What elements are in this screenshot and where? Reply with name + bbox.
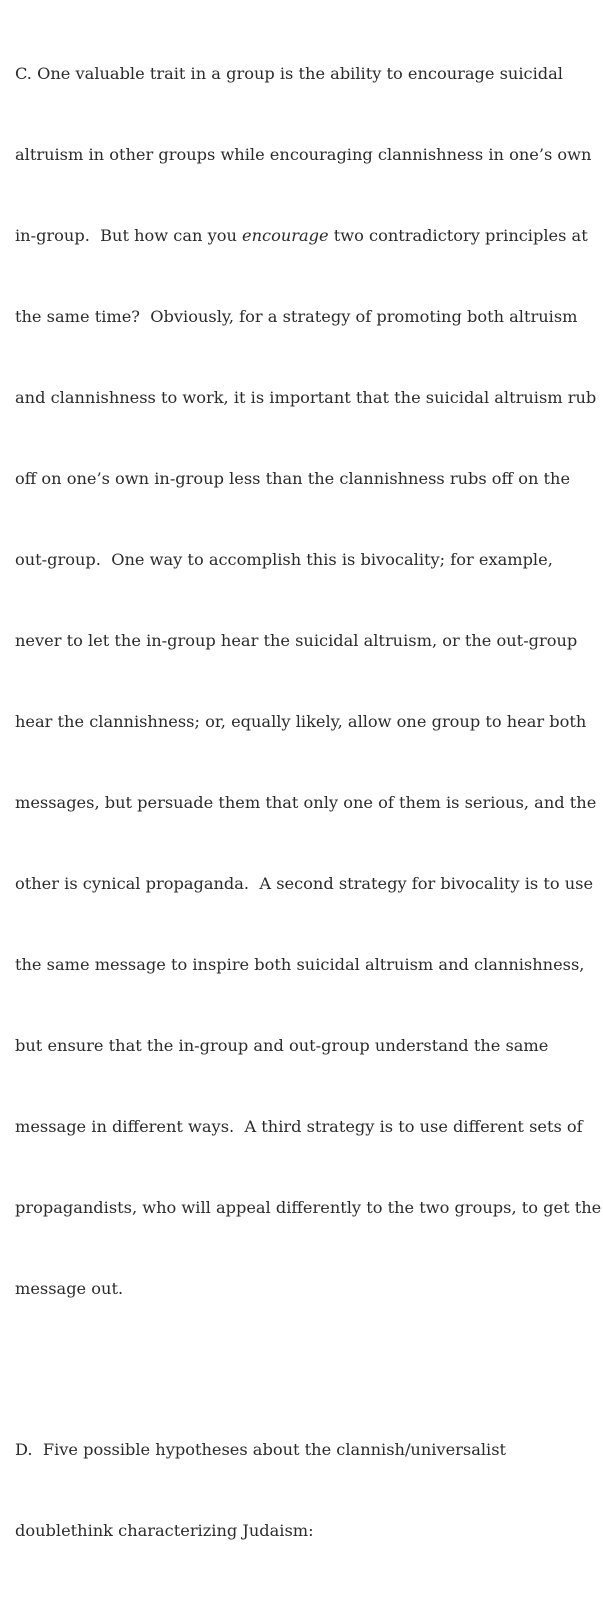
text-line: message out.	[15, 1279, 124, 1298]
text-line: the same message to inspire both suicidal altruism and clannishness,	[15, 955, 585, 974]
emphasis-text: encourage	[242, 226, 329, 245]
text-segment: in-group. But how can you	[15, 226, 243, 245]
paragraph-d	[15, 1382, 600, 1598]
text-line	[15, 222, 600, 249]
text-line: and clannishness to work, it is important that the suicidal altruism rub	[15, 388, 597, 407]
text-line: message in different ways. A third strategy is to use different sets of	[15, 1117, 583, 1136]
text-line: off on one’s own in-group less than the clannishness rubs off on the	[15, 469, 571, 488]
text-line: messages, but persuade them that only one of them is serious, and the	[15, 793, 597, 812]
text-line: doublethink characterizing Judaism:	[15, 1521, 314, 1540]
text-line: propagandists, who will appeal differently to the two groups, to get the	[15, 1198, 602, 1217]
text-line: other is cynical propaganda. A second strategy for bivocality is to use	[15, 874, 594, 893]
text-line: C. One valuable trait in a group is the ability to encourage suicidal	[15, 64, 563, 83]
document-body	[15, 6, 600, 1598]
paragraph-c	[15, 6, 600, 1356]
text-line: hear the clannishness; or, equally likely, allow one group to hear both	[15, 712, 587, 731]
text-line: D. Five possible hypotheses about the clannish/universalist	[15, 1440, 507, 1459]
text-line: altruism in other groups while encouraging clannishness in one’s own	[15, 145, 592, 164]
text-line: but ensure that the in-group and out-group understand the same	[15, 1036, 549, 1055]
text-line: never to let the in-group hear the suicidal altruism, or the out-group	[15, 631, 578, 650]
text-segment: two contradictory principles at	[328, 226, 588, 245]
text-line: the same time? Obviously, for a strategy of promoting both altruism	[15, 307, 578, 326]
text-line: out-group. One way to accomplish this is bivocality; for example,	[15, 550, 553, 569]
